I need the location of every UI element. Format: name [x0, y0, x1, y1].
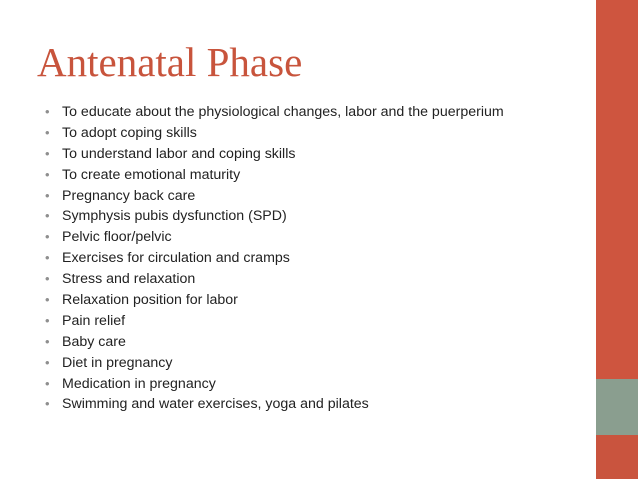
- bullet-text: To understand labor and coping skills: [62, 145, 296, 162]
- bullet-text: Relaxation position for labor: [62, 292, 238, 309]
- bullet-item: [45, 248, 504, 269]
- bullet-dot-icon: •: [45, 166, 50, 182]
- bullet-dot-icon: •: [45, 187, 50, 203]
- bullet-list: [45, 102, 504, 415]
- bullet-dot-icon: •: [45, 104, 50, 119]
- bullet-dot-icon: •: [45, 124, 50, 140]
- bullet-dot-icon: •: [45, 375, 50, 391]
- side-band-middle: [596, 379, 638, 435]
- bullet-item: [45, 311, 504, 332]
- bullet-text: Exercises for circulation and cramps: [62, 250, 290, 267]
- bullet-item: [45, 206, 504, 227]
- bullet-text: Pain relief: [62, 312, 126, 329]
- bullet-dot-icon: •: [45, 354, 50, 370]
- bullet-item: [45, 102, 504, 123]
- bullet-text: Stress and relaxation: [62, 271, 196, 288]
- bullet-item: [45, 290, 504, 311]
- bullet-dot-icon: •: [45, 271, 50, 287]
- bullet-text: To educate about the physiological changes, labor and the puerperium: [62, 104, 504, 120]
- bullet-dot-icon: •: [45, 229, 50, 245]
- bullet-text: Symphysis pubis dysfunction (SPD): [62, 208, 287, 225]
- bullet-text: Pelvic floor/pelvic: [62, 229, 172, 246]
- bullet-dot-icon: •: [45, 333, 50, 349]
- side-band-top: [596, 0, 638, 379]
- bullet-item: [45, 269, 504, 290]
- slide-title: Antenatal Phase: [37, 39, 303, 85]
- bullet-item: [45, 374, 504, 395]
- bullet-item: [45, 332, 504, 353]
- side-band-bottom: [596, 435, 638, 479]
- bullet-dot-icon: •: [45, 208, 50, 224]
- bullet-item: [45, 165, 504, 186]
- bullet-text: Baby care: [62, 333, 126, 350]
- bullet-item: [45, 186, 504, 207]
- bullet-text: Diet in pregnancy: [62, 354, 173, 371]
- bullet-item: [45, 123, 504, 144]
- bullet-dot-icon: •: [45, 292, 50, 308]
- bullet-text: Medication in pregnancy: [62, 375, 216, 392]
- bullet-text: Pregnancy back care: [62, 187, 196, 204]
- bullet-dot-icon: •: [45, 145, 50, 161]
- bullet-dot-icon: •: [45, 312, 50, 328]
- bullet-item: [45, 394, 504, 415]
- bullet-item: [45, 353, 504, 374]
- bullet-dot-icon: •: [45, 250, 50, 266]
- bullet-text: To adopt coping skills: [62, 124, 197, 141]
- bullet-dot-icon: •: [45, 396, 50, 412]
- bullet-item: [45, 144, 504, 165]
- bullet-item: [45, 227, 504, 248]
- bullet-text: To create emotional maturity: [62, 166, 241, 183]
- bullet-text: Swimming and water exercises, yoga and pilates: [62, 396, 369, 413]
